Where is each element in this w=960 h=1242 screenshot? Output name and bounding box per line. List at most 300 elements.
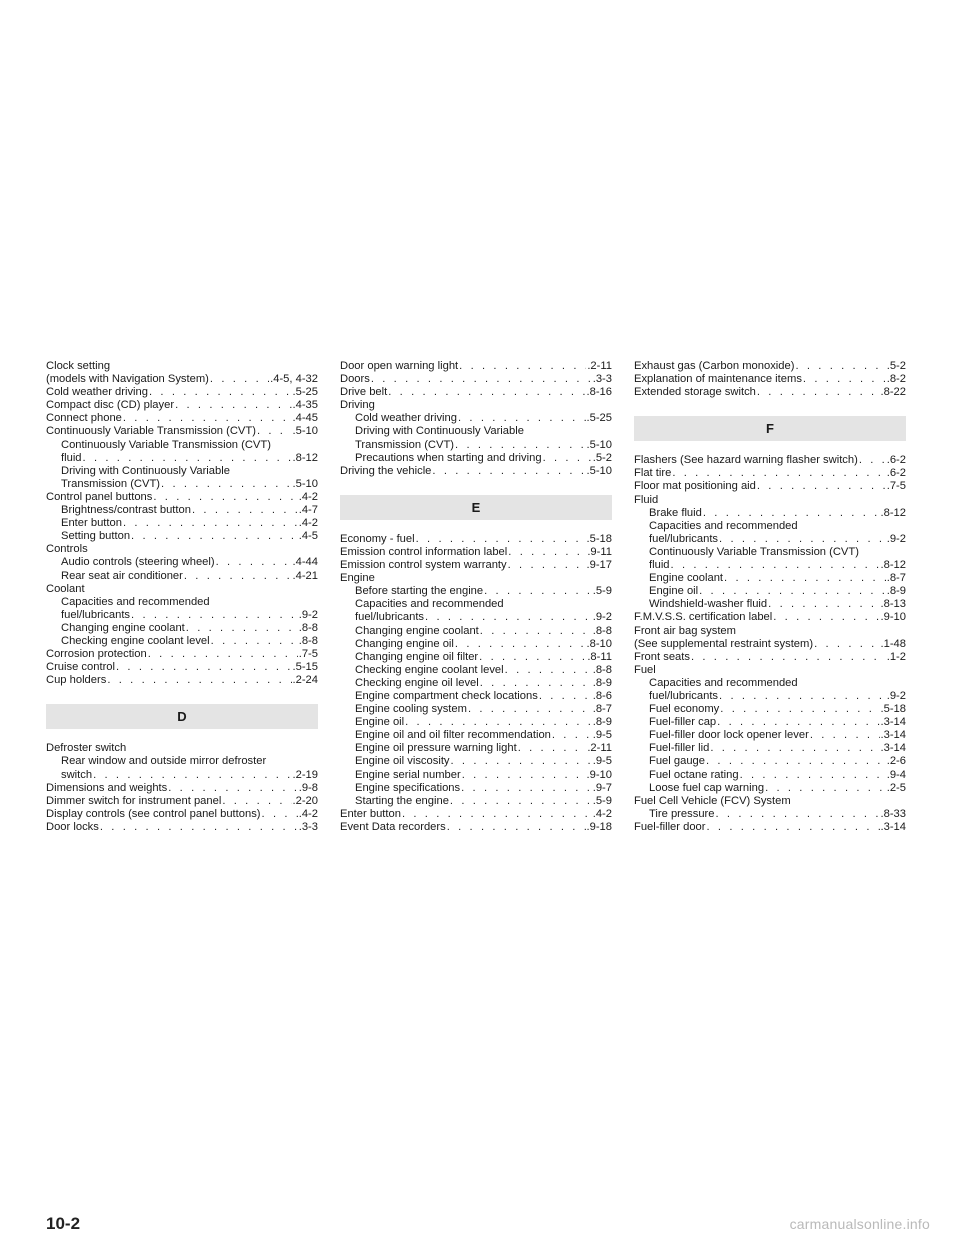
page-reference: .9-2 [886,689,906,702]
dot-leader [168,782,297,795]
entry-label: Explanation of maintenance items [634,373,802,386]
entry-label: Setting button [61,530,131,543]
index-entry [340,452,612,465]
entry-label: Brake fluid [649,506,702,519]
dot-leader [123,412,292,425]
dot-leader [716,808,880,821]
dot-leader [131,530,298,543]
dot-leader [425,611,592,624]
index-entry [340,638,612,651]
dot-leader [148,648,298,661]
dot-leader [107,674,291,687]
page-reference: .4-2 [592,807,612,820]
page-reference: .3-14 [880,742,906,755]
page-reference: .4-5 [298,530,318,543]
dot-leader [153,491,297,504]
page-reference: .5-2 [592,451,612,464]
index-entry [634,821,906,834]
page-reference: .8-12 [880,559,906,572]
dot-leader [539,690,592,703]
page-reference: .9-18 [586,820,612,833]
index-entry [340,821,612,834]
dot-leader [720,703,879,716]
dot-leader [795,360,885,373]
page-reference: .9-7 [592,781,612,794]
entry-label: Before starting the engine [355,585,484,598]
page-reference: .8-13 [880,598,906,611]
page-reference: .5-10 [292,477,318,490]
index-entry [340,729,612,742]
dot-leader [402,808,592,821]
index-entry [634,703,906,716]
entry-label: switch [61,768,93,781]
entry-label: Checking engine coolant level [355,663,504,676]
index-entry [46,373,318,386]
index-entry [340,664,612,677]
section-letter-band: E [340,495,612,520]
entry-label: Transmission (CVT) [355,438,455,451]
index-entry [634,808,906,821]
page-reference: .3-3 [298,820,318,833]
page-reference: .5-25 [586,412,612,425]
page-reference: .8-8 [298,621,318,634]
page-reference: .8-8 [298,634,318,647]
index-column-3 [634,360,906,834]
dot-leader [131,609,298,622]
index-entry [46,556,318,569]
dot-leader [508,559,586,572]
entry-label: Enter button [340,807,401,820]
page-reference: .9-10 [586,768,612,781]
entry-label: Precautions when starting and driving [355,451,542,464]
index-entry [340,677,612,690]
index-entry [340,716,612,729]
dot-leader [186,622,298,635]
page-reference: .5-15 [292,661,318,674]
index-entry-line: Capacities and recommended [649,676,798,689]
entry-label: Audio controls (steering wheel) [61,556,215,569]
dot-leader [210,373,269,386]
entry-label: Emission control system warranty [340,559,507,572]
entry-label: Display controls (see control panel buttons) [46,807,261,820]
page-reference: .8-9 [886,585,906,598]
index-heading: Driving [340,399,375,412]
dot-leader [455,439,585,452]
page-reference: .8-22 [880,386,906,399]
entry-label: Windshield-washer fluid [649,598,768,611]
page-reference: .9-11 [587,545,612,558]
dot-leader [371,373,592,386]
page-reference: .9-10 [880,611,906,624]
entry-label: Door open warning light [340,360,459,372]
page-reference: .8-8 [592,663,612,676]
page-reference: .5-10 [586,464,612,477]
index-entry [634,454,906,467]
index-entry [634,769,906,782]
page-reference: .9-5 [592,729,612,742]
index-entry [340,533,612,546]
index-entry [340,690,612,703]
index-entry [46,386,318,399]
index-entry [340,742,612,755]
entry-label: Continuously Variable Transmission (CVT) [46,425,256,438]
page-reference: .2-19 [292,768,318,781]
dot-leader [703,507,880,520]
entry-label: Economy - fuel [340,532,415,545]
entry-label: Driving the vehicle [340,464,432,477]
index-entry [46,635,318,648]
entry-label: Exhaust gas (Carbon monoxide) [634,360,795,372]
dot-leader [757,386,880,399]
entry-label: Fuel gauge [649,755,705,768]
page-reference: .9-8 [298,781,318,794]
index-entry [46,530,318,543]
index-entry [634,755,906,768]
index-heading: Defroster switch [46,742,127,755]
dot-leader [803,373,886,386]
dot-leader [691,651,886,664]
dot-leader [810,729,880,742]
dot-leader [161,478,291,491]
page-reference: .8-10 [586,637,612,650]
entry-label: Control panel buttons [46,490,153,503]
dot-leader [416,533,586,546]
index-entry [46,808,318,821]
index-entry [340,412,612,425]
page-reference: .4-2 [298,490,318,503]
dot-leader [773,611,879,624]
dot-leader [462,769,586,782]
index-entry [340,611,612,624]
dot-leader [719,690,886,703]
index-heading: Controls [46,543,88,556]
page-reference: .4-5, 4-32 [270,373,318,386]
dot-leader [505,664,592,677]
entry-label: Front seats [634,650,690,663]
index-entry [340,386,612,399]
page-reference: .9-2 [886,532,906,545]
index-entry [46,648,318,661]
index-entry [46,491,318,504]
page-reference: .8-8 [592,624,612,637]
entry-label: Rear seat air conditioner [61,569,183,582]
index-entry [46,609,318,622]
index-entry [340,546,612,559]
entry-label: Engine oil and oil filter recommendation [355,729,551,742]
entry-label: Changing engine coolant [355,624,479,637]
entry-label: Engine serial number [355,768,461,781]
page-reference: .8-12 [880,506,906,519]
entry-label: Floor mat positioning aid [634,480,756,493]
index-entry [634,690,906,703]
entry-label: Engine specifications [355,781,461,794]
index-entry [634,373,906,386]
entry-label: F.M.V.S.S. certification label [634,611,773,624]
entry-label: Brightness/contrast button [61,504,191,517]
dot-leader [211,635,298,648]
index-entry [634,742,906,755]
entry-label: Flashers (See hazard warning flasher switch) [634,454,858,467]
entry-label: Corrosion protection [46,648,147,661]
index-entry [634,507,906,520]
entry-label: Tire pressure [649,807,715,820]
index-column-2 [340,360,612,834]
dot-leader [262,808,298,821]
index-entry [634,480,906,493]
dot-leader [672,467,885,480]
dot-leader [93,769,291,782]
dot-leader [83,452,292,465]
dot-leader [175,399,291,412]
index-entry [634,533,906,546]
dot-leader [405,716,592,729]
index-entry [46,478,318,491]
dot-leader [450,795,592,808]
dot-leader [859,454,886,467]
dot-leader [518,742,587,755]
index-entry [46,425,318,438]
dot-leader [447,821,586,834]
dot-leader [149,386,292,399]
page-reference: .4-7 [298,504,318,517]
entry-label: Flat tire [634,467,672,480]
index-heading: Engine [340,572,375,585]
dot-leader [468,703,592,716]
index-entry-line: Rear window and outside mirror defroster [61,755,267,768]
entry-label: Engine coolant [649,572,724,585]
page-reference: .9-4 [886,768,906,781]
dot-leader [480,625,592,638]
dot-leader [757,480,886,493]
entry-label: fuel/lubricants [355,611,425,624]
dot-leader [543,452,592,465]
dot-leader [123,517,298,530]
dot-leader [671,559,880,572]
page-reference: .2-6 [886,755,906,768]
page-reference: .9-2 [592,611,612,624]
index-entry [340,439,612,452]
index-entry [634,782,906,795]
section-letter-band: D [46,704,318,729]
page-reference: .9-2 [298,608,318,621]
dot-leader [459,360,586,373]
page-reference: .5-18 [880,703,906,716]
index-entry-line: Capacities and recommended [355,598,504,611]
page-reference: .8-2 [886,373,906,386]
entry-label: Engine oil [649,585,699,598]
index-entry [46,821,318,834]
index-entry [340,769,612,782]
entry-label: Engine oil [355,716,405,729]
index-entry [634,716,906,729]
entry-label: Fuel-filler door [634,820,706,833]
dot-leader [222,795,291,808]
page-reference: .4-21 [292,569,318,582]
index-entry [634,559,906,572]
index-entry [634,651,906,664]
dot-leader [461,782,592,795]
index-heading: Coolant [46,582,85,595]
page-reference: .1-48 [880,637,906,650]
dot-leader [710,742,879,755]
entry-label: Checking engine oil level [355,676,479,689]
page-reference: .9-17 [586,559,612,572]
page-reference: .2-20 [292,794,318,807]
dot-leader [480,677,592,690]
index-entry [46,517,318,530]
watermark-link[interactable]: carmanualsonline.info [789,1216,930,1232]
index-entry [340,625,612,638]
dot-leader [458,412,586,425]
index-entry [340,360,612,373]
entry-label: Changing engine coolant [61,621,185,634]
index-entry [634,360,906,373]
page-reference: .5-10 [292,425,318,438]
entry-label: Cup holders [46,674,107,687]
entry-label: Fuel economy [649,703,720,716]
index-entry [46,412,318,425]
index-heading: Fuel Cell Vehicle (FCV) System [634,794,791,807]
index-entry [46,622,318,635]
entry-label: Loose fuel cap warning [649,781,765,794]
entry-label: fuel/lubricants [649,689,719,702]
index-entry [634,729,906,742]
index-entry [634,611,906,624]
index-entry [340,373,612,386]
index-entry [340,465,612,478]
entry-label: Cruise control [46,661,116,674]
entry-label: Cold weather driving [355,412,457,425]
index-entry-line: Continuously Variable Transmission (CVT) [61,438,271,451]
index-entry [46,674,318,687]
index-entry [46,769,318,782]
page-reference: .6-2 [886,454,906,467]
entry-label: fuel/lubricants [61,608,131,621]
entry-label: (models with Navigation System) [46,373,209,386]
index-entry [340,703,612,716]
dot-leader [740,769,886,782]
entry-label: (See supplemental restraint system) [634,637,814,650]
page-reference: .8-16 [586,386,612,399]
dot-leader [552,729,592,742]
entry-label: Drive belt [340,386,388,399]
page-reference: .5-18 [586,532,612,545]
page-reference: .5-9 [592,585,612,598]
index-entry [634,572,906,585]
dot-leader [719,533,886,546]
index-entry-line: Driving with Continuously Variable [355,425,524,438]
entry-label: Extended storage switch [634,386,756,399]
index-heading: Fuel [634,663,656,676]
entry-label: Enter button [61,517,122,530]
page-reference: .8-9 [592,676,612,689]
dot-leader [192,504,298,517]
index-entry-line: Continuously Variable Transmission (CVT) [649,545,859,558]
index-entry [46,782,318,795]
index-entry [634,638,906,651]
dot-leader [455,638,586,651]
page-reference: .2-5 [886,781,906,794]
page-reference: .8-6 [592,689,612,702]
dot-leader [451,755,592,768]
index-entry [46,570,318,583]
dot-leader [432,465,585,478]
page-reference: .9-5 [592,755,612,768]
page-reference: .5-25 [292,386,318,399]
entry-label: Engine compartment check locations [355,689,538,702]
index-entry-line: Capacities and recommended [649,519,798,532]
entry-label: Checking engine coolant level [61,634,210,647]
index-entry [46,661,318,674]
dot-leader [706,755,886,768]
dot-leader [707,821,880,834]
index-entry [340,808,612,821]
entry-label: Dimensions and weights [46,781,168,794]
entry-label: fuel/lubricants [649,532,719,545]
page-reference: .2-24 [292,674,318,687]
index-entry-line: Front air bag system [634,624,736,637]
dot-leader [216,556,292,569]
index-entry [340,651,612,664]
entry-label: fluid [61,451,82,464]
index-entry [46,452,318,465]
index-entry [340,795,612,808]
page-reference: .1-2 [886,650,906,663]
dot-leader [765,782,886,795]
entry-label: Doors [340,373,370,386]
page-reference: .8-12 [292,451,318,464]
index-entry [340,559,612,572]
page-reference: .7-5 [298,648,318,661]
entry-label: Fuel-filler cap [649,716,717,729]
page-reference: .8-11 [587,650,612,663]
page-reference: .5-9 [592,794,612,807]
page-reference: .4-35 [292,399,318,412]
dot-leader [257,425,292,438]
page-reference: .3-14 [880,729,906,742]
entry-label: Dimmer switch for instrument panel [46,794,222,807]
entry-label: Changing engine oil [355,637,454,650]
dot-leader [484,585,592,598]
dot-leader [768,598,879,611]
dot-leader [100,821,298,834]
index-entry-line: Capacities and recommended [61,595,210,608]
entry-label: Transmission (CVT) [61,477,161,490]
index-entry [46,795,318,808]
index-entry [46,399,318,412]
index-column-1 [46,360,318,834]
dot-leader [724,572,886,585]
page-reference: .5-10 [586,438,612,451]
dot-leader [479,651,586,664]
index-entry-line: Clock setting [46,360,111,372]
entry-label: Fuel octane rating [649,768,739,781]
dot-leader [717,716,879,729]
entry-label: Engine cooling system [355,703,467,716]
index-entry-line: Driving with Continuously Variable [61,464,230,477]
section-letter-band: F [634,416,906,441]
entry-label: Compact disc (CD) player [46,399,175,412]
index-entry [46,504,318,517]
index-entry [634,386,906,399]
dot-leader [699,585,886,598]
index-entry [634,585,906,598]
page-reference: .8-7 [886,572,906,585]
page-reference: .2-11 [587,742,612,755]
page-reference: .8-7 [592,703,612,716]
page-reference: .3-3 [592,373,612,386]
page-reference: .8-9 [592,716,612,729]
